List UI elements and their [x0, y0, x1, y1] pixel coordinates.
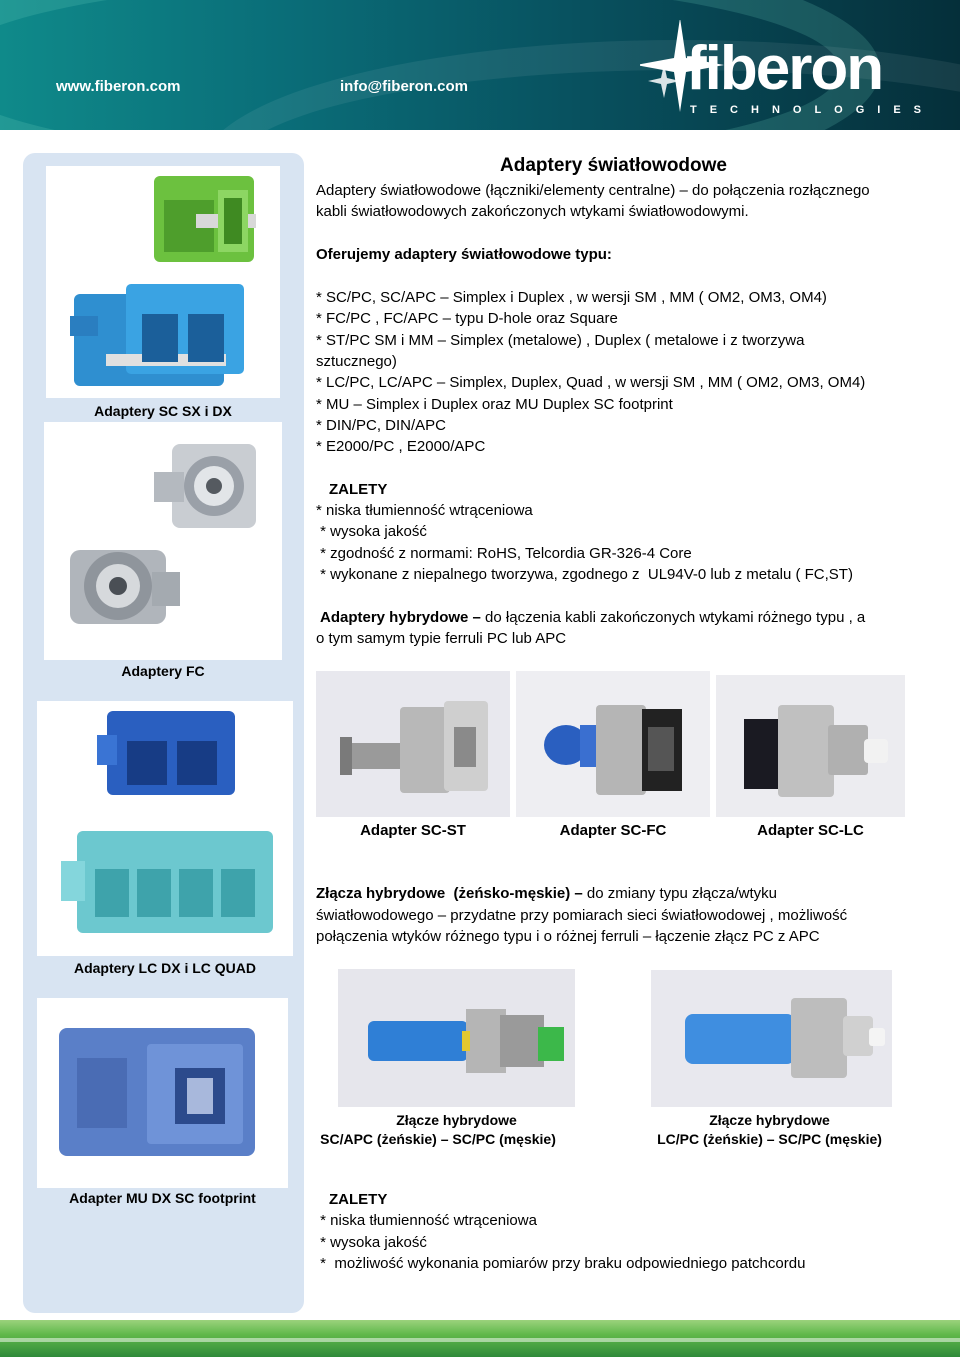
caption-lc-adapters: Adaptery LC DX i LC QUAD	[73, 960, 256, 976]
advantage2-item: * możliwość wykonania pomiarów przy braku odpowiedniego patchcordu	[316, 1255, 806, 1272]
hybrid-adapters-desc: do łączenia kabli zakończonych wtykami różnego typu , a	[480, 609, 866, 626]
offer-item: sztucznego)	[316, 353, 397, 370]
offer-item: * ST/PC SM i MM – Simplex (metalowe) , Duplex ( metalowe i z tworzywa	[316, 332, 805, 349]
offer-heading: Oferujemy adaptery światłowodowe typu:	[316, 246, 612, 263]
caption-adapter-sc-lc: Adapter SC-LC	[757, 822, 864, 839]
connector-lc-pc-photo	[651, 970, 892, 1107]
offer-item: * E2000/PC , E2000/APC	[316, 438, 486, 455]
advantage-item: * wykonane z niepalnego tworzywa, zgodnego z UL94V-0 lub z metalu ( FC,ST)	[316, 566, 853, 583]
advantage2-item: * niska tłumienność wtrąceniowa	[316, 1212, 537, 1229]
connector-sc-apc-photo	[338, 969, 575, 1107]
caption-fc-adapters: Adaptery FC	[121, 663, 205, 679]
fc-adapters-photo	[44, 422, 282, 660]
connector1-subtitle: SC/APC (żeńskie) – SC/PC (męskie)	[320, 1131, 556, 1147]
logo-wordmark: fiberon	[686, 34, 883, 103]
intro-line-1: Adaptery światłowodowe (łączniki/elementy centralne) – do połączenia rozłącznego	[316, 182, 870, 199]
advantages-heading: ZALETY	[329, 481, 388, 498]
offer-item: * LC/PC, LC/APC – Simplex, Duplex, Quad , w wersji SM , MM ( OM2, OM3, OM4)	[316, 374, 866, 391]
email-link[interactable]: info@fiberon.com	[340, 78, 468, 95]
adapter-sc-lc-photo	[716, 675, 905, 817]
adapter-sc-fc-photo	[516, 671, 710, 817]
mu-adapter-photo	[37, 998, 288, 1188]
connector2-title: Złącze hybrydowe	[709, 1112, 830, 1128]
hybrid-connectors-desc: do zmiany typu złącza/wtyku	[582, 885, 778, 902]
hybrid-adapters-label: Adaptery hybrydowe –	[320, 609, 481, 626]
hybrid-adapters-text	[320, 607, 865, 629]
advantage-item: * niska tłumienność wtrąceniowa	[316, 502, 533, 519]
caption-mu-adapter: Adapter MU DX SC footprint	[69, 1190, 256, 1206]
advantage-item: * wysoka jakość	[316, 523, 427, 540]
advantages2-heading: ZALETY	[329, 1191, 388, 1208]
hybrid-adapters-line-2: o tym samym typie ferruli PC lub APC	[316, 630, 567, 647]
connector1-title: Złącze hybrydowe	[396, 1112, 517, 1128]
intro-line-2: kabli światłowodowych zakończonych wtykami światłowodowymi.	[316, 203, 749, 220]
page-footer	[0, 1320, 960, 1357]
caption-sc-adapters: Adaptery SC SX i DX	[94, 403, 232, 419]
hybrid-connectors-line-2: światłowodowego – przydatne przy pomiarach sieci światłowodowej , możliwość	[316, 907, 848, 924]
hybrid-connectors-text	[316, 883, 777, 905]
lc-adapters-photo	[37, 701, 293, 956]
hybrid-connectors-label: Złącza hybrydowe (żeńsko-męskie) –	[316, 885, 583, 902]
advantage2-item: * wysoka jakość	[316, 1234, 427, 1251]
logo-subtitle: TECHNOLOGIES	[690, 104, 935, 116]
hybrid-connectors-line-3: połączenia wtyków różnego typu i o różnej ferruli – łączenie złącz PC z APC	[316, 928, 820, 945]
caption-adapter-sc-st: Adapter SC-ST	[360, 822, 466, 839]
offer-item: * MU – Simplex i Duplex oraz MU Duplex SC footprint	[316, 396, 673, 413]
page-title: Adaptery światłowodowe	[500, 155, 727, 176]
connector2-subtitle: LC/PC (żeńskie) – SC/PC (męskie)	[657, 1131, 882, 1147]
sc-adapters-photo	[46, 166, 280, 398]
offer-item: * DIN/PC, DIN/APC	[316, 417, 447, 434]
offer-item: * SC/PC, SC/APC – Simplex i Duplex , w wersji SM , MM ( OM2, OM3, OM4)	[316, 289, 827, 306]
footer-stripe	[0, 1338, 960, 1342]
offer-item: * FC/PC , FC/APC – typu D-hole oraz Square	[316, 310, 618, 327]
caption-adapter-sc-fc: Adapter SC-FC	[559, 822, 667, 839]
website-link[interactable]: www.fiberon.com	[56, 78, 181, 95]
advantage-item: * zgodność z normami: RoHS, Telcordia GR-326-4 Core	[316, 545, 692, 562]
adapter-sc-st-photo	[316, 671, 510, 817]
